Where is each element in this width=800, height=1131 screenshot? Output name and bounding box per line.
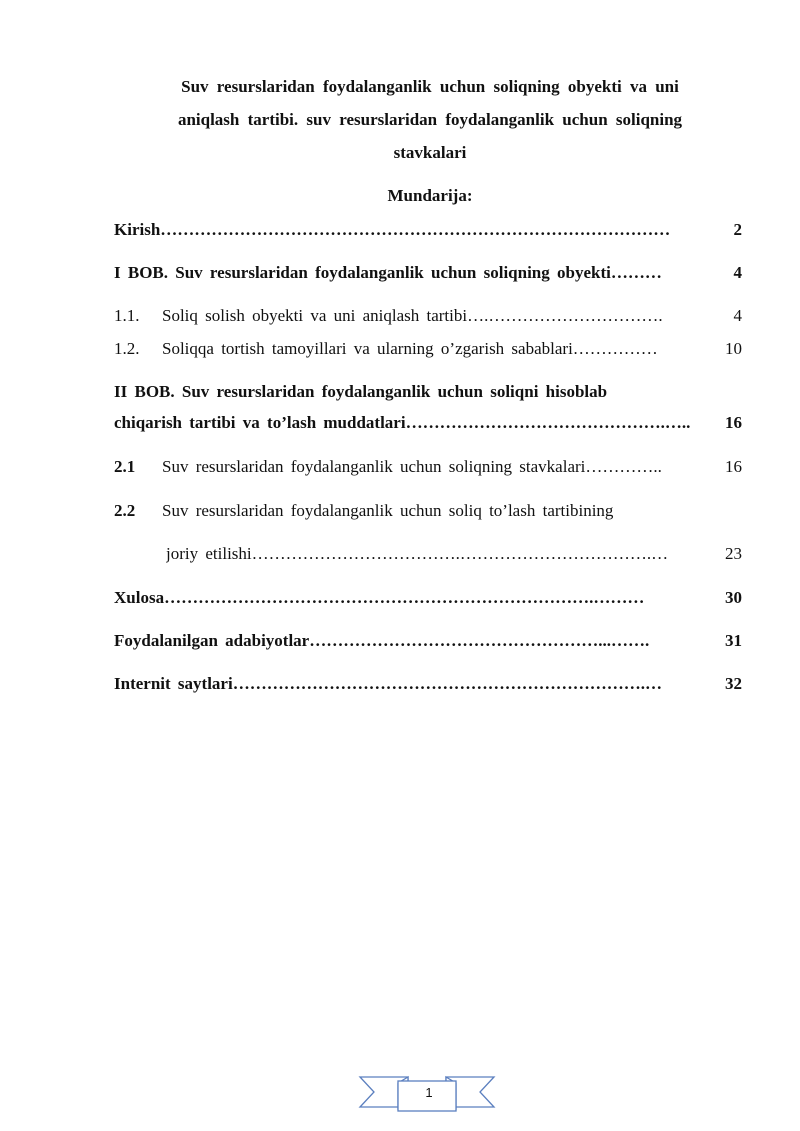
- toc-entry-bob-2-line-1[interactable]: [114, 381, 742, 403]
- toc-leader-dots: ………………………………………………………………………………: [160, 220, 671, 239]
- toc-page-number: 32: [725, 674, 742, 693]
- toc-entry-xulosa[interactable]: [114, 587, 742, 609]
- toc-section-number: 2.2: [114, 501, 136, 520]
- toc-leader-dots: ……………: [572, 339, 658, 358]
- toc-entry-label: Suv resurslaridan foydalanganlik uchun soliq to’lash tartibining: [162, 501, 614, 520]
- toc-entry-label: Suv resurslaridan foydalanganlik uchun soliqning stavkalari: [162, 457, 586, 476]
- toc-section-number: 1.1.: [114, 306, 140, 325]
- toc-page-number: 2: [733, 220, 742, 239]
- toc-leader-dots: ……………………………………………...…….: [309, 631, 650, 650]
- toc-entry-2-2-line-2[interactable]: [166, 543, 742, 565]
- toc-entry-label: I BOB. Suv resurslaridan foydalanganlik uchun soliqning obyekti: [114, 263, 611, 282]
- page-number: 1: [425, 1085, 433, 1100]
- title-line-3: stavkalari: [393, 143, 467, 162]
- toc-entry-label: Internit saytlari: [114, 674, 233, 693]
- title-line-1: Suv resurslaridan foydalanganlik uchun soliqning obyekti va uni: [181, 77, 679, 96]
- toc-page-number: 4: [733, 263, 742, 282]
- toc-entry-label: Soliqqa tortish tamoyillari va ularning o’zgarish sabablari: [162, 339, 573, 358]
- toc-entry-label: joriy etilishi: [166, 544, 252, 563]
- toc-entry-kirish[interactable]: [114, 219, 742, 241]
- toc-page-number: 4: [733, 306, 742, 325]
- toc-leader-dots: ………: [610, 263, 662, 282]
- toc-entry-adabiyotlar[interactable]: [114, 630, 742, 652]
- toc-page-number: 23: [725, 544, 742, 563]
- toc-leader-dots: ….………………………….: [467, 306, 663, 325]
- toc-entry-2-2-line-1[interactable]: [114, 500, 742, 522]
- contents-heading: Mundarija:: [387, 186, 473, 205]
- toc-entry-label: Soliq solish obyekti va uni aniqlash tartibi: [162, 306, 468, 325]
- toc-page-number: 31: [725, 631, 742, 650]
- toc-leader-dots: …………..: [585, 457, 662, 476]
- toc-entry-bob-1[interactable]: [114, 262, 742, 284]
- toc-entry-bob-2-line-2[interactable]: [114, 412, 742, 434]
- toc-section-number: 2.1: [114, 457, 136, 476]
- toc-leader-dots: ……………………………………….…..: [405, 413, 691, 432]
- toc-leader-dots: ……………………………………………………………….…: [232, 674, 662, 693]
- toc-leader-dots: ………………………………………………………………….………: [164, 588, 645, 607]
- toc-entry-label: Xulosa: [114, 588, 165, 607]
- toc-entry-internet-saytlari[interactable]: [114, 673, 742, 695]
- toc-entry-label: Kirish: [114, 220, 161, 239]
- toc-leader-dots: ……………………………….…………………………….…: [251, 544, 669, 563]
- toc-entry-2-1[interactable]: [114, 456, 742, 478]
- toc-section-number: 1.2.: [114, 339, 140, 358]
- toc-entry-label: Foydalanilgan adabiyotlar: [114, 631, 310, 650]
- toc-entry-1-2[interactable]: [114, 338, 742, 360]
- toc-page-number: 30: [725, 588, 742, 607]
- toc-page-number: 16: [725, 457, 742, 476]
- toc-entry-label: II BOB. Suv resurslaridan foydalanganlik uchun soliqni hisoblab: [114, 382, 608, 401]
- title-line-2: aniqlash tartibi. suv resurslaridan foydalanganlik uchun soliqning: [177, 110, 683, 129]
- toc-page-number: 16: [725, 413, 742, 432]
- toc-page-number: 10: [725, 339, 742, 358]
- toc-entry-label: chiqarish tartibi va to’lash muddatlari: [114, 413, 406, 432]
- toc-entry-1-1[interactable]: [114, 305, 742, 327]
